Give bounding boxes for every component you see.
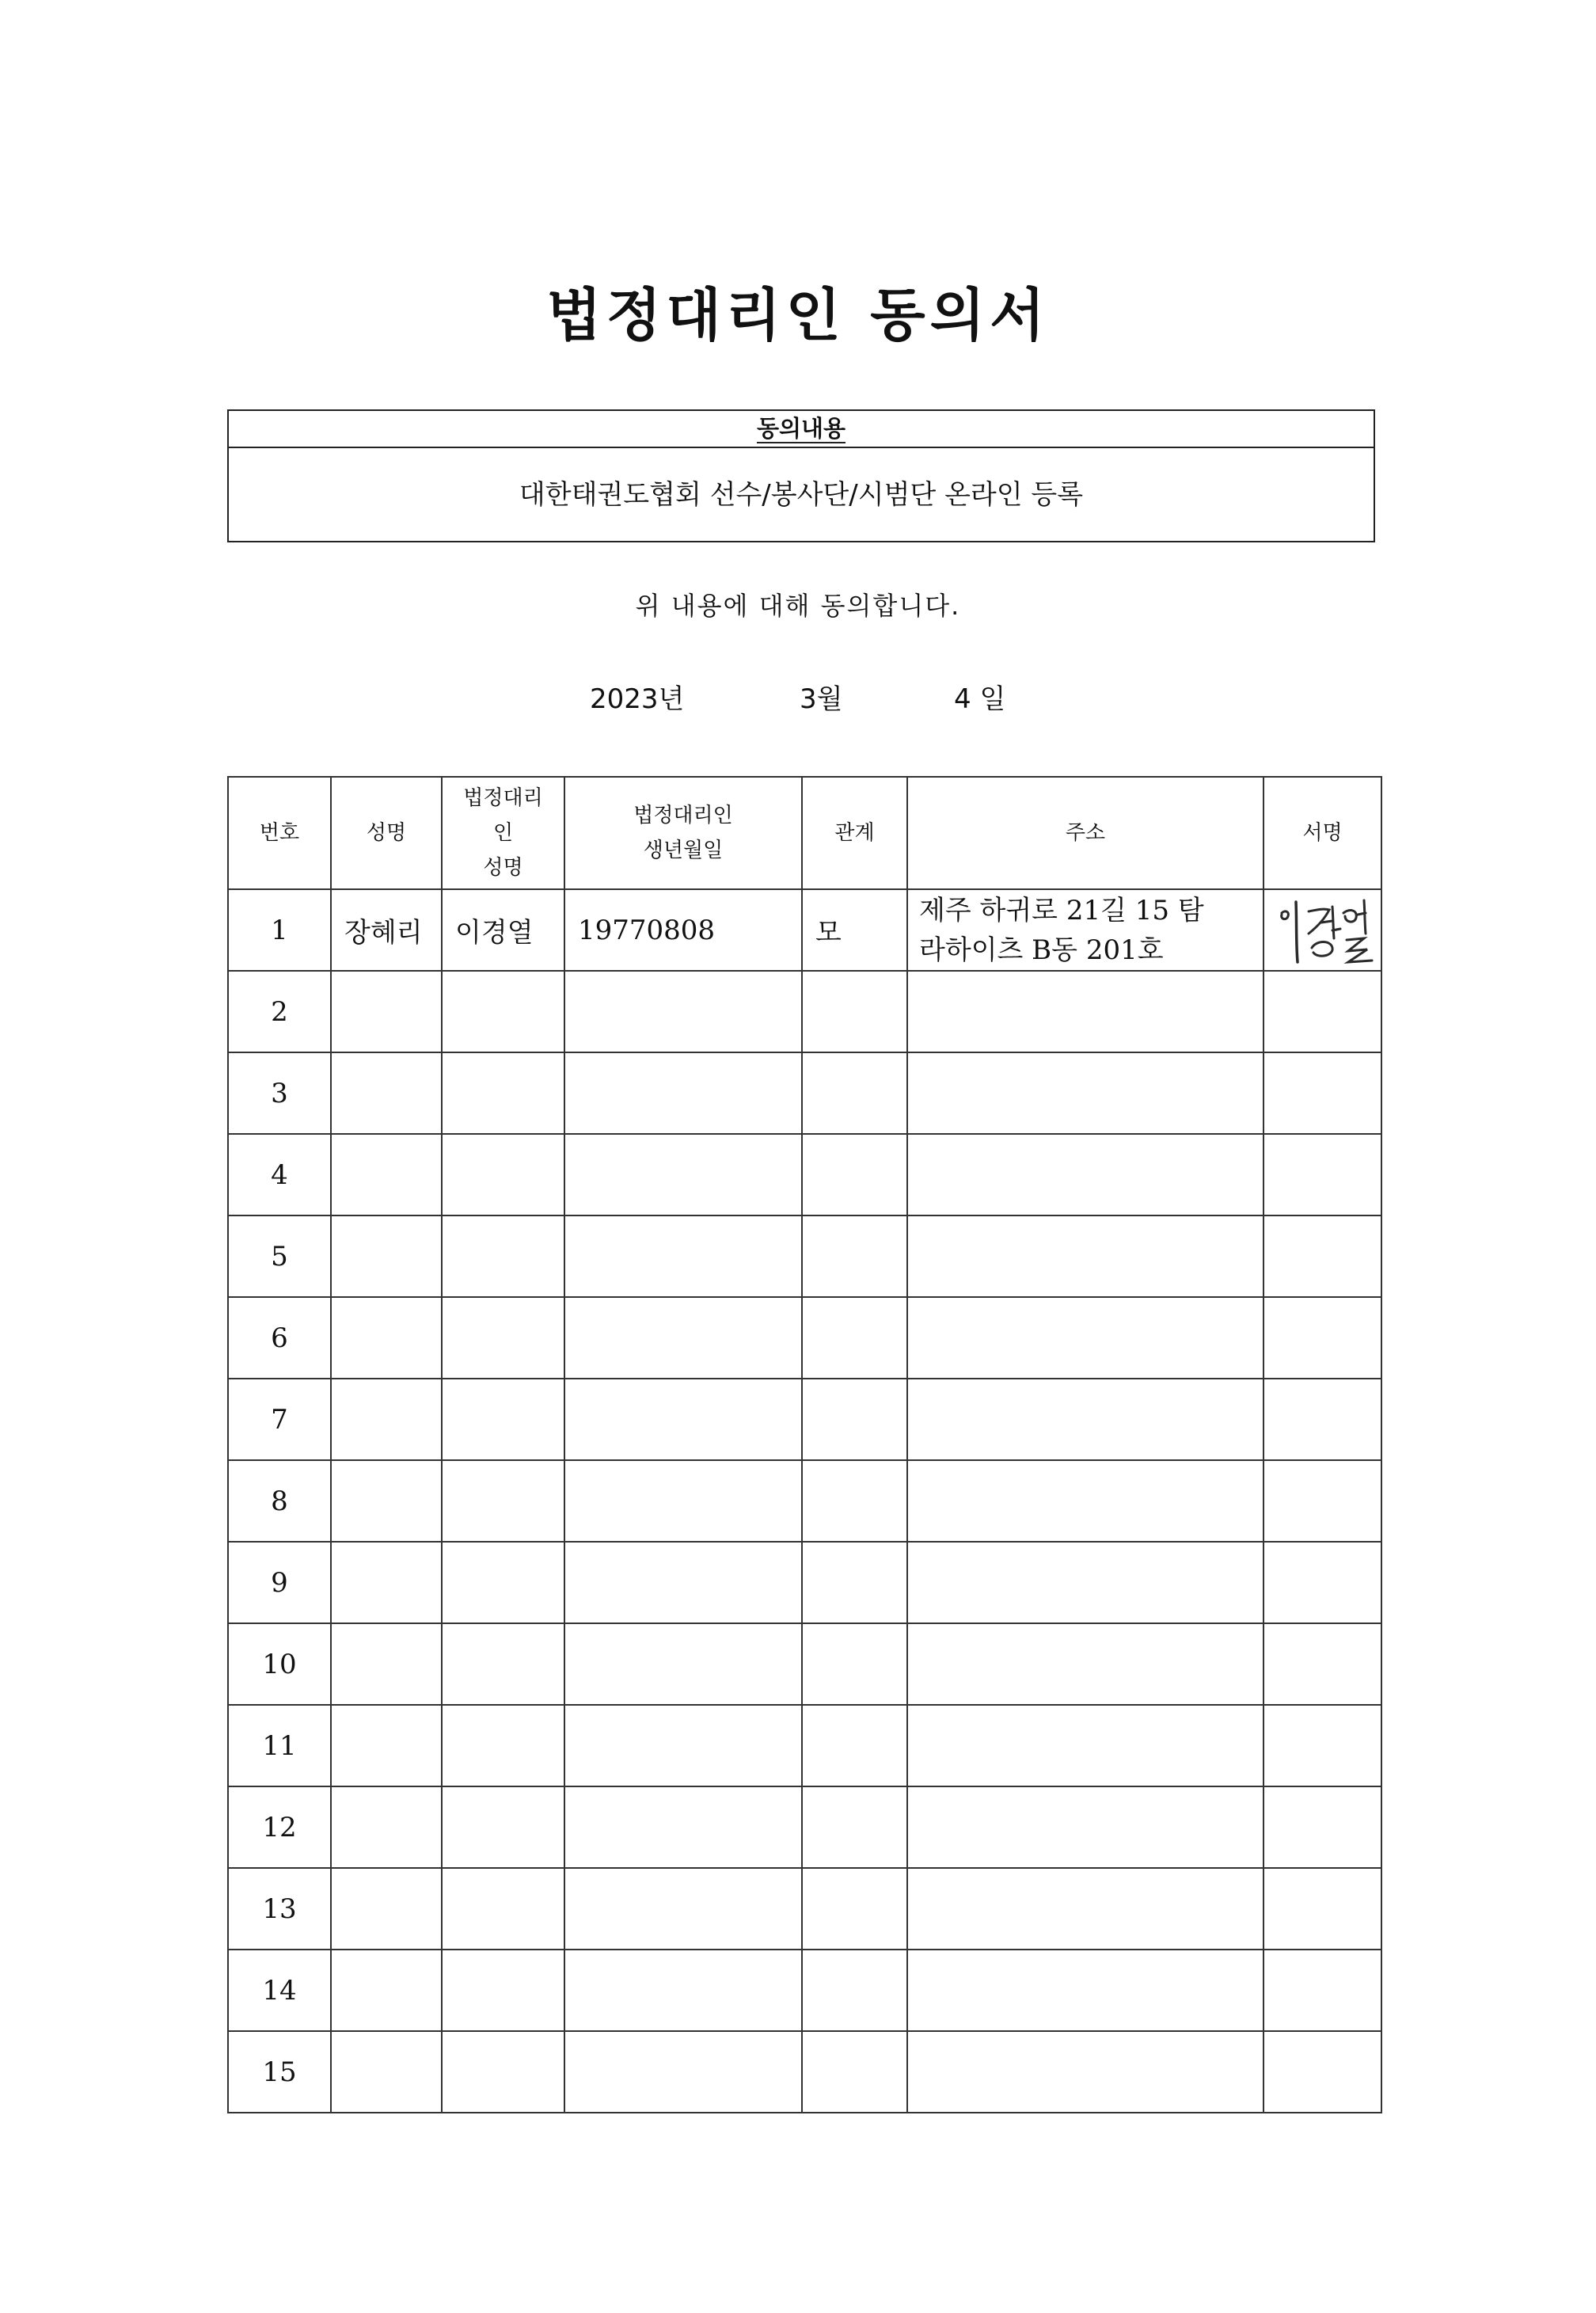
empty-cell [802,1297,907,1379]
row-number: 6 [228,1297,331,1379]
row-relation: 모 [802,889,907,971]
header-relation: 관계 [802,777,907,889]
empty-cell [564,1623,802,1705]
row-name: 장혜리 [331,889,442,971]
date-month: 3월 [800,683,843,715]
empty-cell [1264,1297,1381,1379]
table-row [228,1215,1381,1297]
row-address-line1: 제주 하귀로 21길 15 탐 [919,894,1204,926]
empty-cell [1264,971,1381,1052]
empty-cell [907,1297,1264,1379]
table-row [228,1460,1381,1542]
row-number: 15 [228,2031,331,2113]
date-year: 2023년 [590,683,685,715]
table-row [228,971,1381,1052]
row-number: 14 [228,1950,331,2031]
empty-cell [442,1215,564,1297]
empty-cell [802,1215,907,1297]
empty-cell [331,1460,442,1542]
empty-cell [442,1134,564,1215]
row-guardian-name: 이경열 [442,889,564,971]
empty-cell [1264,1950,1381,2031]
empty-cell [802,1052,907,1134]
empty-cell [1264,1705,1381,1786]
row-number: 11 [228,1705,331,1786]
consent-header-label: 동의내용 [756,415,846,442]
empty-cell [802,1786,907,1868]
empty-cell [331,1215,442,1297]
table-row [228,1705,1381,1786]
empty-cell [442,1950,564,2031]
empty-cell [442,1460,564,1542]
empty-cell [331,1786,442,1868]
header-name: 성명 [331,777,442,889]
table-row [228,889,1381,971]
date-day: 4 일 [954,683,1006,715]
empty-cell [802,971,907,1052]
row-number: 5 [228,1215,331,1297]
row-number: 7 [228,1379,331,1460]
empty-cell [442,1705,564,1786]
empty-cell [1264,1786,1381,1868]
empty-cell [802,1379,907,1460]
empty-cell [1264,1215,1381,1297]
header-guardian-name [442,777,564,889]
empty-cell [564,1297,802,1379]
row-number: 3 [228,1052,331,1134]
header-guardian-name-line2: 인 [492,821,514,845]
row-number: 9 [228,1542,331,1623]
empty-cell [907,1379,1264,1460]
empty-cell [1264,1623,1381,1705]
empty-cell [907,1215,1264,1297]
row-address [907,889,1264,971]
guardian-table [227,776,1382,2113]
empty-cell [907,2031,1264,2113]
empty-cell [331,1950,442,2031]
agreement-statement: 위 내용에 대해 동의합니다. [635,591,961,621]
row-number: 12 [228,1786,331,1868]
row-number: 10 [228,1623,331,1705]
empty-cell [802,1460,907,1542]
header-signature: 서명 [1264,777,1381,889]
row-number: 4 [228,1134,331,1215]
empty-cell [564,1134,802,1215]
table-row [228,1297,1381,1379]
empty-cell [442,1379,564,1460]
handwritten-signature [1264,891,1383,970]
empty-cell [331,1052,442,1134]
row-guardian-birth: 19770808 [564,889,802,971]
row-address-line2: 라하이츠 B동 201호 [919,934,1164,966]
table-row [228,1868,1381,1950]
empty-cell [907,971,1264,1052]
consent-header [229,411,1374,448]
header-guardian-name-line1: 법정대리 [463,786,543,810]
row-number: 2 [228,971,331,1052]
empty-cell [907,1134,1264,1215]
empty-cell [564,1868,802,1950]
row-number: 13 [228,1868,331,1950]
empty-cell [564,1379,802,1460]
empty-cell [442,1868,564,1950]
empty-cell [907,1868,1264,1950]
document-title: 법정대리인 동의서 [546,282,1050,348]
empty-cell [1264,1542,1381,1623]
header-guardian-birth-line1: 법정대리인 [633,804,733,827]
empty-cell [564,971,802,1052]
table-row [228,2031,1381,2113]
row-number: 8 [228,1460,331,1542]
empty-cell [331,2031,442,2113]
empty-cell [331,1705,442,1786]
table-row [228,1950,1381,2031]
empty-cell [331,1379,442,1460]
empty-cell [907,1460,1264,1542]
header-guardian-name-line3: 성명 [483,856,523,880]
empty-cell [331,971,442,1052]
consent-content: 대한태권도협회 선수/봉사단/시범단 온라인 등록 [519,479,1084,511]
empty-cell [1264,1868,1381,1950]
empty-cell [564,1705,802,1786]
empty-cell [331,1297,442,1379]
empty-cell [564,1786,802,1868]
empty-cell [802,1134,907,1215]
empty-cell [1264,1379,1381,1460]
consent-box [227,409,1375,542]
empty-cell [907,1542,1264,1623]
empty-cell [442,1052,564,1134]
empty-cell [802,1950,907,2031]
empty-cell [1264,1052,1381,1134]
empty-cell [907,1052,1264,1134]
empty-cell [331,1868,442,1950]
empty-cell [1264,2031,1381,2113]
empty-cell [907,1623,1264,1705]
empty-cell [802,1542,907,1623]
empty-cell [802,1868,907,1950]
empty-cell [564,1542,802,1623]
empty-cell [907,1786,1264,1868]
empty-cell [442,1542,564,1623]
table-row [228,1786,1381,1868]
empty-cell [331,1623,442,1705]
header-number: 번호 [228,777,331,889]
table-row [228,1052,1381,1134]
empty-cell [331,1542,442,1623]
table-header-row [228,777,1381,889]
table-row [228,1134,1381,1215]
header-guardian-birth [564,777,802,889]
empty-cell [331,1134,442,1215]
header-address: 주소 [907,777,1264,889]
empty-cell [442,1623,564,1705]
empty-cell [564,1460,802,1542]
empty-cell [1264,1460,1381,1542]
table-row [228,1379,1381,1460]
empty-cell [442,971,564,1052]
empty-cell [442,1297,564,1379]
header-guardian-birth-line2: 생년월일 [643,839,724,862]
row-signature [1264,889,1381,971]
empty-cell [564,1052,802,1134]
empty-cell [564,1215,802,1297]
row-number: 1 [228,889,331,971]
empty-cell [442,2031,564,2113]
empty-cell [907,1950,1264,2031]
empty-cell [907,1705,1264,1786]
table-row [228,1542,1381,1623]
empty-cell [802,1705,907,1786]
empty-cell [442,1786,564,1868]
empty-cell [564,2031,802,2113]
table-row [228,1623,1381,1705]
empty-cell [802,1623,907,1705]
empty-cell [564,1950,802,2031]
empty-cell [1264,1134,1381,1215]
empty-cell [802,2031,907,2113]
